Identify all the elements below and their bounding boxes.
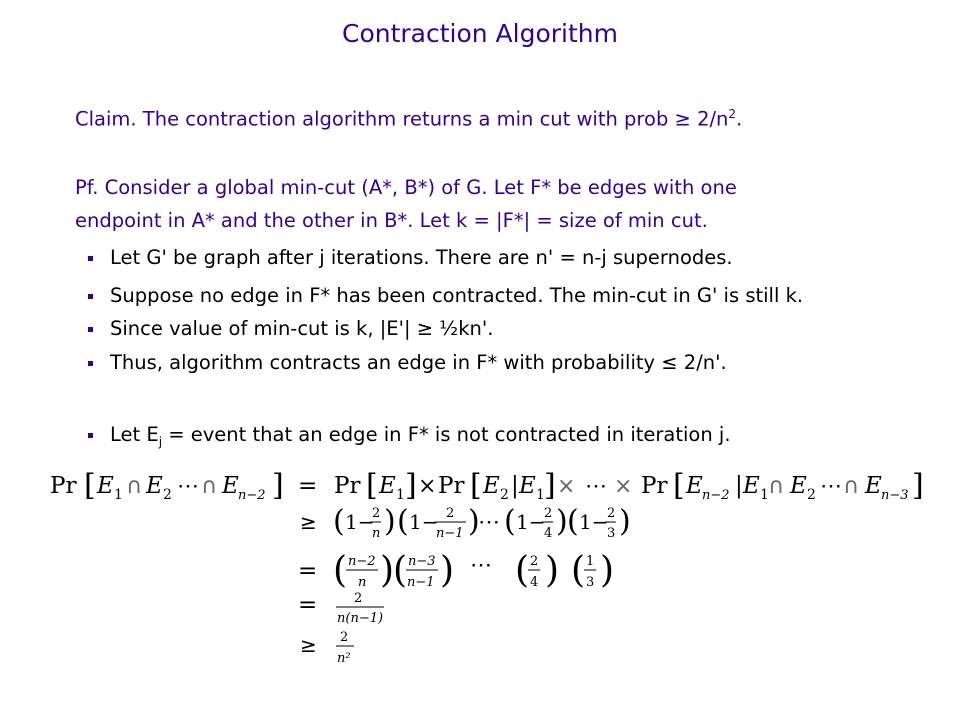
svg-text:): ) [619,504,631,539]
geq-symbol: ≥ [300,510,317,534]
svg-text:(: ( [397,504,409,539]
svg-text:4: 4 [530,575,539,590]
bullet-marker-3 [88,327,93,332]
bullet-4-pre: Thus, algorithm contracts an edge in F* with probability [110,351,662,374]
svg-text:(: ( [393,550,408,591]
svg-text:n−3: n−3 [881,488,909,503]
times-symbol: × [418,474,437,499]
proof-line-1: Pf. Consider a global min-cut (A*, B*) of G. Let F* be edges with one [75,176,737,199]
equals-sign: = [298,558,318,584]
svg-text:): ) [440,550,455,591]
svg-text:2: 2 [372,506,381,521]
svg-text:]: ] [405,468,417,503]
svg-text:): ) [384,504,396,539]
svg-text:E: E [519,473,536,499]
bullet-3 [110,317,493,340]
svg-text:×: × [614,474,633,499]
proof-line-2: endpoint in A* and the other in B*. Let k = |F*| = size of min cut. [75,209,708,232]
svg-text:n: n [372,526,381,541]
svg-text:n(n−1): n(n−1) [337,611,384,626]
bullet-4-post: 2/n'. [677,351,727,374]
svg-text:E: E [865,473,882,499]
svg-text:|: | [735,473,743,499]
bullet-marker-4 [88,361,93,366]
svg-text:E: E [686,473,703,499]
svg-text:3: 3 [586,575,595,590]
svg-text:n−1: n−1 [436,526,464,541]
bullet-3-post: ½kn'. [433,317,494,340]
svg-text:2: 2 [163,487,172,503]
svg-text:n−3: n−3 [408,554,436,569]
svg-text:|: | [511,473,519,499]
bullet-marker-1 [88,256,93,261]
geq-symbol: ≥ [416,317,434,340]
svg-text:∩: ∩ [768,474,785,499]
svg-text:⋯: ⋯ [585,474,607,499]
telescoping-product [333,550,614,591]
claim-value: 2/n [690,107,729,131]
svg-text:[: [ [470,468,482,503]
final-bound [336,630,354,666]
svg-text:(: ( [571,550,586,591]
svg-text:1−: 1− [345,510,375,534]
svg-text:1−: 1− [516,510,546,534]
svg-text:E: E [743,473,760,499]
svg-text:2: 2 [807,487,816,503]
svg-text:1: 1 [536,487,545,503]
svg-text:[: [ [673,468,685,503]
svg-text:(: ( [515,550,530,591]
bullet-5-post: = event that an edge in F* is not contracted in iteration j. [162,423,731,446]
svg-text:2: 2 [530,554,539,569]
svg-text:3: 3 [607,526,616,541]
svg-text:2: 2 [607,506,616,521]
bullet-marker-2 [88,294,93,299]
lhs-expression [50,468,284,503]
svg-text:]: ] [912,468,924,503]
pr-operator: Pr [50,473,77,499]
svg-text:2: 2 [544,506,553,521]
svg-text:n−1: n−1 [407,575,435,590]
bullet-1: Let G' be graph after j iterations. There are n' = n-j supernodes. [110,246,733,269]
claim-exponent: 2 [728,107,737,121]
svg-text:Pr: Pr [334,473,361,499]
svg-text:): ) [468,504,480,539]
svg-text:Pr: Pr [438,473,465,499]
svg-text:): ) [556,504,568,539]
bullet-5-subscript: j [158,434,163,449]
svg-text:∩: ∩ [843,474,860,499]
svg-text:(: ( [333,550,348,591]
svg-text:4: 4 [544,526,553,541]
left-bracket: [ [84,468,96,503]
svg-text:(: ( [567,504,579,539]
svg-text:n−2: n−2 [702,488,730,503]
svg-text:2: 2 [500,487,509,503]
svg-text:1: 1 [760,487,769,503]
svg-text:Pr: Pr [641,473,668,499]
svg-text:⋯: ⋯ [470,553,492,578]
svg-text:⋯: ⋯ [177,474,199,499]
svg-text:1−: 1− [579,510,609,534]
rhs-product [334,468,924,503]
svg-text:2: 2 [340,630,349,645]
svg-text:]: ] [544,468,556,503]
svg-text:×: × [557,474,576,499]
geq-symbol: ≥ [300,633,317,657]
claim-text: Claim. The contraction algorithm returns a min cut with prob [75,107,675,131]
svg-text:E: E [97,473,114,499]
bullet-5-pre: Let E [110,423,159,446]
bullet-5 [110,423,731,449]
bullet-4 [110,351,727,374]
svg-text:): ) [380,550,395,591]
svg-text:1−: 1− [409,510,439,534]
svg-text:n−2: n−2 [238,488,266,503]
claim-line [75,107,742,131]
svg-text:1: 1 [396,487,405,503]
intersection-symbol: ∩ [201,474,218,499]
svg-text:n: n [358,575,367,590]
svg-text:1: 1 [114,487,123,503]
slide-title: Contraction Algorithm [341,19,618,48]
bullet-marker-5 [88,433,93,438]
svg-text:n−2: n−2 [348,554,376,569]
claim-period: . [736,107,743,131]
leq-symbol: ≤ [661,351,678,374]
svg-text:[: [ [366,468,378,503]
intersection-symbol: ∩ [126,474,143,499]
svg-text:E: E [483,473,500,499]
equals-sign: = [298,592,318,618]
svg-text:(: ( [333,504,345,539]
svg-text:E: E [790,473,807,499]
svg-text:⋯: ⋯ [820,474,842,499]
probability-derivation [0,462,960,712]
right-bracket: ] [272,468,284,503]
svg-text:E: E [146,473,163,499]
svg-text:): ) [600,550,615,591]
geq-symbol: ≥ [674,107,691,131]
bullet-2: Suppose no edge in F* has been contracted. The min-cut in G' is still k. [110,284,804,307]
lower-bound-product [333,504,631,541]
svg-text:n²: n² [337,651,351,666]
svg-text:⋯: ⋯ [478,510,500,535]
svg-text:E: E [379,473,396,499]
svg-text:2: 2 [446,506,455,521]
svg-text:2: 2 [354,591,363,606]
bullet-3-pre: Since value of min-cut is k, |E'| [110,317,417,340]
equals-sign: = [298,473,318,499]
simplified-fraction [336,591,384,626]
svg-text:): ) [545,550,560,591]
svg-text:1: 1 [586,554,595,569]
svg-text:E: E [222,473,239,499]
svg-text:(: ( [504,504,516,539]
